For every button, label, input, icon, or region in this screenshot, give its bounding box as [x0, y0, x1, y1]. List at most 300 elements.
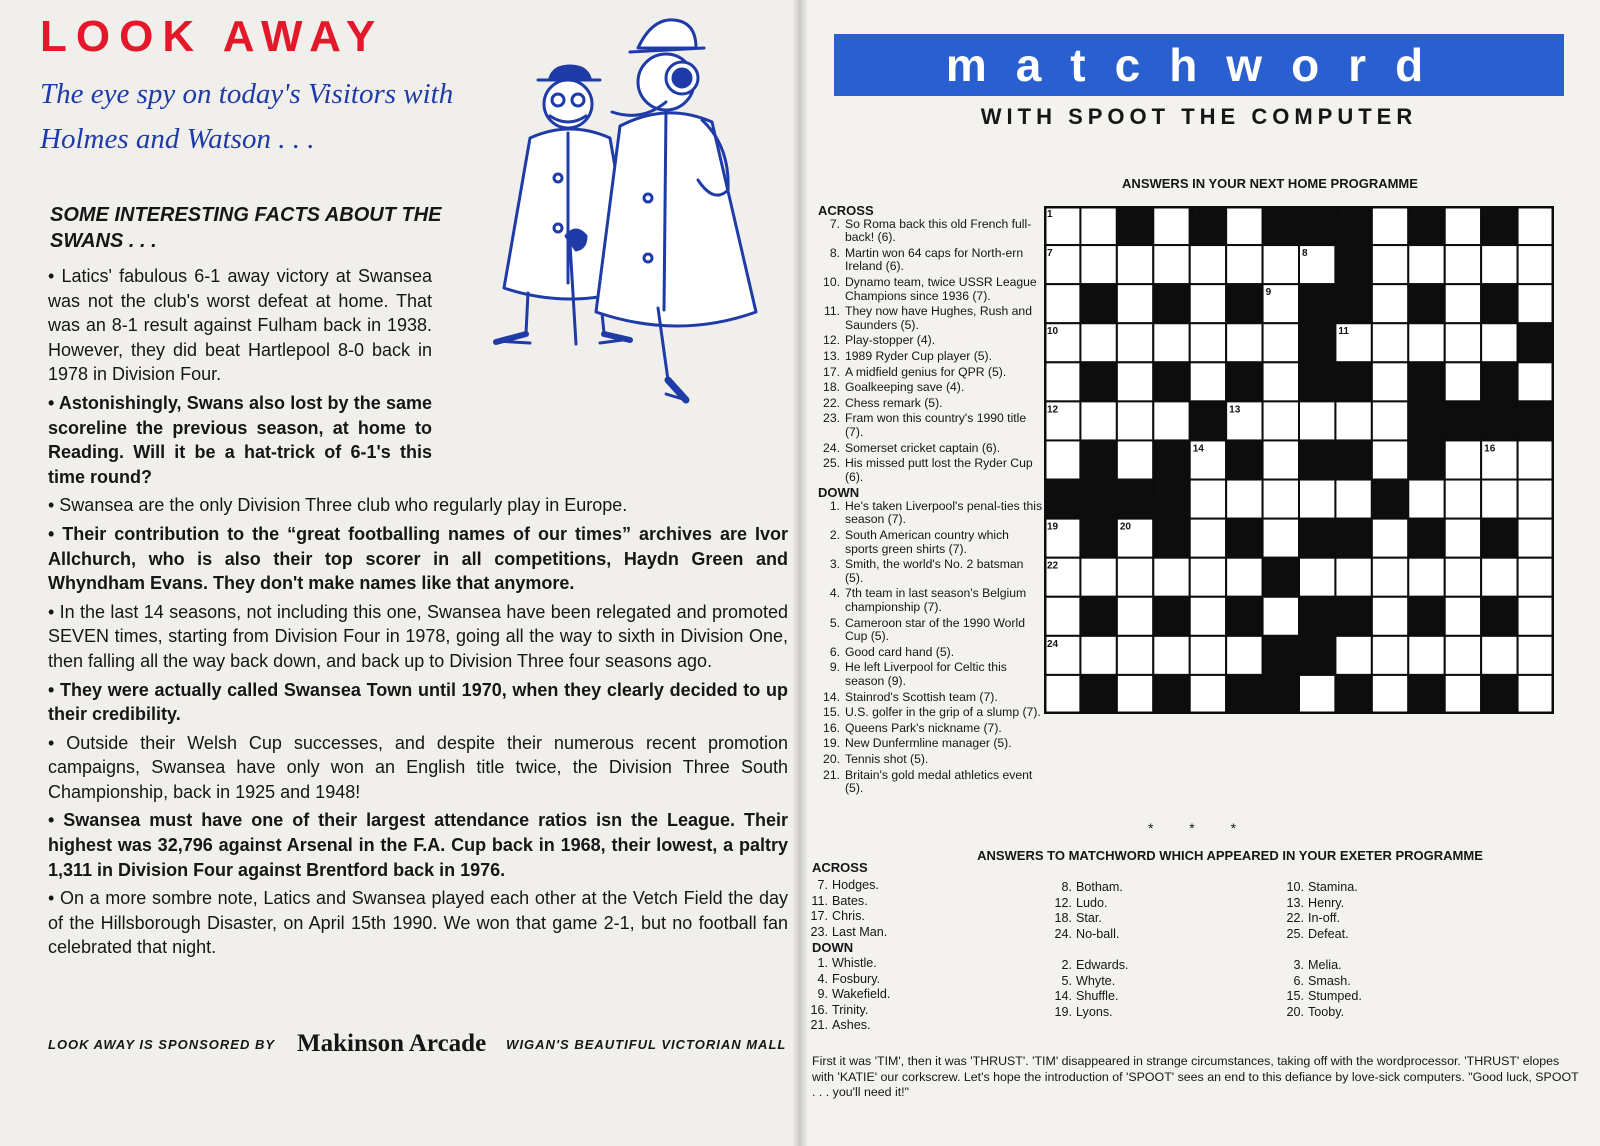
grid-answer-cell[interactable] — [1226, 480, 1262, 519]
grid-cell-number: 9 — [1265, 287, 1272, 299]
grid-answer-cell[interactable] — [1117, 558, 1153, 597]
clue-list — [818, 204, 1044, 798]
grid-answer-cell[interactable] — [1372, 519, 1408, 558]
grid-answer-cell[interactable] — [1445, 636, 1481, 675]
grid-block-cell — [1226, 362, 1262, 401]
grid-answer-cell[interactable] — [1518, 206, 1554, 245]
grid-cell-number: 12 — [1047, 404, 1059, 416]
grid-block-cell — [1080, 597, 1116, 636]
grid-cell-number: 24 — [1047, 638, 1059, 650]
grid-block-cell — [1335, 440, 1371, 479]
clue-number: 13. — [823, 348, 840, 363]
down-clue — [818, 558, 1044, 585]
grid-answer-cell[interactable] — [1044, 675, 1080, 714]
grid-answer-cell[interactable] — [1190, 558, 1226, 597]
answer-number: 16. — [810, 1002, 828, 1017]
answer-number: 11. — [811, 893, 828, 908]
answer-text: Star. — [1076, 911, 1102, 926]
grid-answer-cell[interactable] — [1372, 675, 1408, 714]
clue-text: U.S. golfer in the grip of a slump (7). — [845, 705, 1041, 720]
grid-block-cell — [1153, 362, 1189, 401]
previous-answers-title: ANSWERS TO MATCHWORD WHICH APPEARED IN YOUR EXETER PROGRAMME — [977, 848, 1483, 863]
grid-answer-cell[interactable] — [1445, 558, 1481, 597]
grid-answer-cell[interactable] — [1335, 636, 1371, 675]
grid-answer-cell[interactable] — [1372, 401, 1408, 440]
fact-paragraph: • Latics' fabulous 6-1 away victory at Swansea was not the club's worst defeat at home. That was an 8-1 result against Fulham back in 1938. However, they did beat Hartlepool 8-0 back in 1978 in Division Four. — [48, 266, 432, 385]
grid-block-cell — [1335, 284, 1371, 323]
grid-answer-cell[interactable] — [1263, 440, 1299, 479]
grid-block-cell — [1481, 519, 1517, 558]
grid-answer-cell[interactable] — [1299, 480, 1335, 519]
clue-number: 23. — [823, 411, 840, 426]
clue-text: Goalkeeping save (4). — [845, 380, 965, 395]
right-page — [800, 0, 1600, 1146]
grid-answer-cell[interactable] — [1481, 636, 1517, 675]
grid-answer-cell[interactable] — [1190, 519, 1226, 558]
across-clue — [818, 442, 1044, 456]
grid-answer-cell[interactable] — [1080, 636, 1116, 675]
answer-item — [804, 972, 1004, 988]
answer-number: 25. — [1286, 926, 1304, 941]
clue-text: He's taken Liverpool's penal-ties this season (7). — [845, 498, 1043, 527]
grid-answer-cell[interactable] — [1080, 558, 1116, 597]
grid-answer-cell[interactable] — [1190, 675, 1226, 714]
grid-answer-cell[interactable] — [1518, 558, 1554, 597]
answer-item — [804, 956, 1004, 972]
grid-answer-cell[interactable] — [1117, 284, 1153, 323]
grid-block-cell — [1408, 519, 1444, 558]
answer-number: 17. — [810, 909, 828, 924]
grid-answer-cell[interactable] — [1372, 245, 1408, 284]
grid-answer-cell[interactable] — [1117, 323, 1153, 362]
grid-answer-cell[interactable] — [1518, 597, 1554, 636]
grid-answer-cell[interactable] — [1263, 480, 1299, 519]
answer-item — [1048, 911, 1248, 927]
grid-answer-cell[interactable] — [1117, 245, 1153, 284]
answer-number: 22. — [1286, 911, 1304, 926]
grid-answer-cell[interactable] — [1263, 323, 1299, 362]
answer-item — [804, 987, 1004, 1003]
grid-block-cell — [1263, 675, 1299, 714]
clue-number: 17. — [823, 364, 840, 379]
grid-answer-cell[interactable] — [1372, 323, 1408, 362]
grid-cell-number: 10 — [1047, 326, 1059, 338]
grid-answer-cell[interactable] — [1408, 323, 1444, 362]
crossword-grid — [1044, 206, 1554, 714]
grid-cell-number: 7 — [1047, 248, 1053, 260]
grid-cell-number: 22 — [1047, 560, 1059, 572]
grid-answer-cell[interactable] — [1190, 480, 1226, 519]
grid-cell-number: 20 — [1119, 521, 1131, 533]
grid-answer-cell[interactable] — [1190, 284, 1226, 323]
across-heading: ACROSS — [818, 203, 874, 218]
grid-answer-cell[interactable] — [1263, 362, 1299, 401]
grid-answer-cell[interactable] — [1190, 245, 1226, 284]
grid-block-cell — [1299, 362, 1335, 401]
grid-block-cell — [1299, 323, 1335, 362]
grid-answer-cell[interactable] — [1445, 440, 1481, 479]
grid-block-cell — [1299, 206, 1335, 245]
grid-answer-cell[interactable] — [1190, 636, 1226, 675]
answer-number: 10. — [1286, 880, 1304, 894]
grid-answer-cell[interactable] — [1153, 401, 1189, 440]
down-clue — [818, 769, 1044, 796]
facts-heading: SOME INTERESTING FACTS ABOUT THE SWANS . . . — [50, 204, 442, 252]
down-clue — [818, 646, 1044, 660]
grid-answer-cell[interactable] — [1117, 440, 1153, 479]
answer-number: 2. — [1061, 958, 1072, 972]
grid-cell-number: 21 — [1338, 521, 1350, 533]
grid-block-cell — [1299, 519, 1335, 558]
answer-text: Botham. — [1076, 880, 1123, 894]
grid-answer-cell[interactable] — [1263, 519, 1299, 558]
grid-answer-cell[interactable] — [1445, 480, 1481, 519]
grid-answer-cell[interactable] — [1518, 675, 1554, 714]
grid-answer-cell[interactable] — [1372, 558, 1408, 597]
grid-answer-cell[interactable] — [1372, 206, 1408, 245]
clue-number: 11. — [823, 304, 840, 319]
fact-paragraph: • On a more sombre note, Latics and Swansea played each other at the Vetch Field the day of the Hillsborough Disaster, on April 15th 1990. We won that game 2-1, but no football fan celebrated that night. — [48, 888, 788, 958]
clue-text: Somerset cricket captain (6). — [845, 440, 1001, 455]
answer-text: No-ball. — [1076, 926, 1120, 941]
grid-block-cell — [1080, 675, 1116, 714]
grid-cell-number: 6 — [1484, 209, 1490, 220]
down-clue — [818, 529, 1044, 556]
prev-across-heading: ACROSS — [812, 860, 868, 875]
clue-number: 20. — [823, 751, 840, 766]
sponsor-line — [48, 1030, 788, 1058]
answer-text: Last Man. — [832, 924, 888, 939]
prev-down-col-3 — [1280, 958, 1480, 1020]
clue-number: 24. — [823, 440, 840, 455]
grid-block-cell — [1226, 440, 1262, 479]
answer-number: 1. — [817, 956, 828, 970]
clue-text: Queens Park's nickname (7). — [845, 720, 1002, 735]
grid-answer-cell[interactable] — [1445, 597, 1481, 636]
grid-block-cell — [1117, 480, 1153, 519]
grid-answer-cell[interactable] — [1481, 558, 1517, 597]
across-clue — [818, 247, 1044, 274]
fact-paragraph: • Outside their Welsh Cup successes, and despite their numerous recent promotion campaigns, Swansea have only won an English title twice, the Division Three South Championship, back in 1925 and 1948! — [48, 732, 788, 802]
answer-text: Shuffle. — [1076, 989, 1119, 1004]
clue-text: Fram won this country's 1990 title (7). — [845, 411, 1027, 439]
grid-block-cell — [1080, 480, 1116, 519]
fact-paragraph: • They were actually called Swansea Town until 1970, when they clearly decided to up their credibility. — [48, 679, 788, 725]
answer-text: Whyte. — [1076, 973, 1116, 988]
answer-item — [1048, 974, 1248, 990]
clue-number: 19. — [823, 736, 840, 751]
grid-answer-cell[interactable] — [1445, 362, 1481, 401]
grid-answer-cell[interactable] — [1518, 636, 1554, 675]
grid-answer-cell[interactable] — [1044, 284, 1080, 323]
across-clue — [818, 334, 1044, 348]
answer-item — [804, 894, 1004, 910]
grid-cell-number: 3 — [1192, 209, 1199, 220]
answer-item — [1280, 989, 1480, 1005]
answer-text: Fosbury. — [832, 971, 881, 986]
grid-answer-cell[interactable] — [1153, 323, 1189, 362]
grid-answer-cell[interactable] — [1372, 362, 1408, 401]
grid-answer-cell[interactable] — [1117, 675, 1153, 714]
grid-block-cell — [1408, 284, 1444, 323]
grid-answer-cell[interactable] — [1299, 401, 1335, 440]
grid-answer-cell[interactable] — [1044, 362, 1080, 401]
clue-text: New Dunfermline manager (5). — [845, 736, 1012, 751]
facts-list — [48, 264, 788, 964]
grid-block-cell — [1335, 597, 1371, 636]
fact-paragraph: • Their contribution to the “great footballing names of our times” archives are Ivor Allchurch, who is also their top scorer in all competitions, Haydn Green and Whyndham Evans. They don't make names like that anymore. — [48, 523, 788, 594]
grid-block-cell — [1226, 675, 1262, 714]
answer-item — [804, 925, 1004, 941]
grid-answer-cell[interactable] — [1518, 362, 1554, 401]
clue-text: 7th team in last season's Belgium championship (7). — [845, 586, 1027, 615]
grid-answer-cell[interactable] — [1445, 284, 1481, 323]
across-clue — [818, 276, 1044, 303]
grid-block-cell — [1153, 675, 1189, 714]
answer-number: 24. — [1054, 926, 1072, 941]
prev-down-col-2 — [1048, 958, 1248, 1020]
grid-answer-cell[interactable] — [1080, 245, 1116, 284]
grid-answer-cell[interactable] — [1445, 323, 1481, 362]
down-clue — [818, 753, 1044, 767]
grid-answer-cell[interactable] — [1445, 206, 1481, 245]
grid-answer-cell[interactable] — [1518, 440, 1554, 479]
grid-cell-number: 11 — [1338, 326, 1350, 338]
grid-answer-cell[interactable] — [1299, 675, 1335, 714]
answer-text: Ludo. — [1076, 895, 1108, 910]
clue-number: 15. — [823, 705, 840, 720]
grid-block-cell — [1080, 440, 1116, 479]
grid-answer-cell[interactable] — [1335, 558, 1371, 597]
prev-down-heading: DOWN — [812, 940, 854, 955]
answer-text: Lyons. — [1076, 1004, 1113, 1019]
grid-answer-cell[interactable] — [1117, 597, 1153, 636]
grid-answer-cell[interactable] — [1372, 284, 1408, 323]
grid-answer-cell[interactable] — [1335, 480, 1371, 519]
grid-block-cell — [1335, 245, 1371, 284]
grid-answer-cell[interactable] — [1153, 245, 1189, 284]
down-clues — [818, 500, 1044, 796]
grid-answer-cell[interactable] — [1080, 206, 1116, 245]
grid-block-cell — [1481, 597, 1517, 636]
grid-block-cell — [1263, 206, 1299, 245]
answer-number: 21. — [810, 1018, 828, 1033]
answer-item — [1048, 896, 1248, 912]
grid-block-cell — [1518, 323, 1554, 362]
across-clue — [818, 305, 1044, 332]
across-clue — [818, 397, 1044, 411]
answer-item — [1280, 1005, 1480, 1021]
grid-block-cell — [1445, 401, 1481, 440]
grid-cell-number: 17 — [1156, 482, 1168, 494]
answer-text: Ashes. — [832, 1018, 871, 1033]
clue-number: 8. — [829, 245, 840, 260]
page-gutter — [792, 0, 808, 1146]
grid-block-cell — [1263, 636, 1299, 675]
grid-answer-cell[interactable] — [1263, 401, 1299, 440]
grid-answer-cell[interactable] — [1153, 558, 1189, 597]
grid-block-cell — [1153, 597, 1189, 636]
answer-text: Melia. — [1308, 958, 1342, 972]
answer-number: 13. — [1286, 895, 1304, 910]
grid-block-cell — [1481, 675, 1517, 714]
grid-answer-cell[interactable] — [1190, 323, 1226, 362]
grid-answer-cell[interactable] — [1481, 323, 1517, 362]
grid-answer-cell[interactable] — [1408, 480, 1444, 519]
across-clue — [818, 366, 1044, 380]
grid-answer-cell[interactable] — [1226, 558, 1262, 597]
grid-block-cell — [1481, 401, 1517, 440]
grid-answer-cell[interactable] — [1117, 636, 1153, 675]
grid-answer-cell[interactable] — [1445, 519, 1481, 558]
clue-text: Tennis shot (5). — [845, 751, 929, 766]
clue-number: 1. — [829, 498, 840, 513]
grid-answer-cell[interactable] — [1226, 323, 1262, 362]
grid-answer-cell[interactable] — [1408, 245, 1444, 284]
clue-number: 22. — [823, 395, 840, 410]
answer-item — [804, 1018, 1004, 1034]
clue-number: 5. — [829, 615, 840, 630]
grid-answer-cell[interactable] — [1226, 245, 1262, 284]
answer-number: 8. — [1061, 880, 1072, 894]
answer-item — [1280, 880, 1480, 896]
clue-text: Cameroon star of the 1990 World Cup (5). — [845, 615, 1025, 644]
grid-cell-number: 8 — [1302, 248, 1308, 260]
sponsor-logo: Makinson Arcade — [297, 1030, 487, 1057]
clue-number: 7. — [829, 216, 840, 231]
answer-item — [1048, 880, 1248, 896]
across-clue — [818, 350, 1044, 364]
grid-answer-cell[interactable] — [1372, 597, 1408, 636]
answer-item — [804, 909, 1004, 925]
grid-answer-cell[interactable] — [1044, 440, 1080, 479]
grid-cell-number: 23 — [1265, 560, 1277, 572]
answer-number: 18. — [1054, 911, 1072, 926]
clue-number: 9. — [829, 660, 840, 675]
answer-text: Smash. — [1308, 973, 1351, 988]
grid-answer-cell[interactable] — [1518, 519, 1554, 558]
answer-item — [1048, 927, 1248, 943]
clue-number: 12. — [823, 333, 840, 348]
clue-number: 6. — [829, 644, 840, 659]
grid-cell-number: 19 — [1047, 521, 1059, 533]
answer-number: 14. — [1054, 989, 1072, 1004]
grid-cell-number: 18 — [1374, 482, 1386, 494]
look-away-title: LOOK AWAY — [40, 12, 385, 61]
grid-cell-number: 4 — [1338, 209, 1344, 220]
answer-text: Chris. — [832, 909, 865, 924]
down-clue — [818, 617, 1044, 644]
grid-block-cell — [1190, 401, 1226, 440]
grid-block-cell — [1481, 362, 1517, 401]
answer-item — [1280, 974, 1480, 990]
grid-answer-cell[interactable] — [1335, 401, 1371, 440]
clue-text: Martin won 64 caps for North-ern Ireland (6). — [845, 245, 1024, 274]
grid-answer-cell[interactable] — [1518, 284, 1554, 323]
grid-answer-cell[interactable] — [1299, 558, 1335, 597]
grid-answer-cell[interactable] — [1190, 597, 1226, 636]
grid-block-cell — [1481, 284, 1517, 323]
separator-stars: * * * — [1147, 820, 1253, 836]
grid-answer-cell[interactable] — [1372, 636, 1408, 675]
across-clue — [818, 457, 1044, 484]
down-clue — [818, 706, 1044, 720]
clue-number: 2. — [829, 528, 840, 543]
answers-next-note: ANSWERS IN YOUR NEXT HOME PROGRAMME — [1122, 176, 1418, 191]
prev-across-col-1 — [804, 878, 1004, 940]
grid-answer-cell[interactable] — [1408, 636, 1444, 675]
grid-answer-cell[interactable] — [1226, 206, 1262, 245]
prev-down-col-1 — [804, 956, 1004, 1034]
clue-text: Smith, the world's No. 2 batsman (5). — [845, 557, 1024, 585]
clue-text: He left Liverpool for Celtic this season (9). — [845, 660, 1007, 688]
grid-block-cell — [1153, 519, 1189, 558]
answer-number: 4. — [817, 971, 828, 986]
matchword-subtitle: WITH SPOOT THE COMPUTER — [980, 104, 1418, 129]
across-clues — [818, 218, 1044, 485]
grid-answer-cell[interactable] — [1117, 401, 1153, 440]
grid-cell-number: 5 — [1411, 209, 1417, 220]
answer-number: 7. — [817, 878, 828, 892]
grid-answer-cell[interactable] — [1372, 440, 1408, 479]
grid-answer-cell[interactable] — [1190, 362, 1226, 401]
down-clue — [818, 500, 1044, 527]
clue-number: 25. — [823, 456, 840, 471]
grid-answer-cell[interactable] — [1263, 245, 1299, 284]
grid-answer-cell[interactable] — [1481, 480, 1517, 519]
grid-answer-cell[interactable] — [1481, 245, 1517, 284]
fact-paragraph: • Swansea must have one of their largest attendance ratios isn the League. Their highest was 32,796 against Arsenal in the F.A. Cup back in 1968, their lowest, a paltry 1,311 in Division Four against Brentford back in 1976. — [48, 810, 788, 880]
grid-answer-cell[interactable] — [1518, 245, 1554, 284]
grid-answer-cell[interactable] — [1080, 323, 1116, 362]
answer-number: 15. — [1286, 989, 1304, 1004]
grid-answer-cell[interactable] — [1408, 558, 1444, 597]
clue-text: Good card hand (5). — [845, 644, 955, 659]
answer-text: Defeat. — [1308, 926, 1349, 941]
grid-answer-cell[interactable] — [1445, 245, 1481, 284]
grid-answer-cell[interactable] — [1153, 636, 1189, 675]
clue-text: Play-stopper (4). — [845, 333, 936, 348]
grid-answer-cell[interactable] — [1153, 206, 1189, 245]
answer-item — [1280, 958, 1480, 974]
clue-text: 1989 Ryder Cup player (5). — [845, 348, 992, 363]
matchword-banner: matchword — [834, 34, 1564, 96]
down-clue — [818, 661, 1044, 688]
grid-answer-cell[interactable] — [1226, 636, 1262, 675]
grid-block-cell — [1226, 284, 1262, 323]
grid-answer-cell[interactable] — [1518, 480, 1554, 519]
grid-block-cell — [1299, 284, 1335, 323]
grid-block-cell — [1408, 401, 1444, 440]
answer-text: Stumped. — [1308, 989, 1362, 1004]
clue-text: Chess remark (5). — [845, 395, 943, 410]
across-clue — [818, 412, 1044, 439]
spoot-footnote: First it was 'TIM', then it was 'THRUST'. 'TIM' disappeared in strange circumstances, taking off with the wordprocessor. 'THRUST' elopes with 'KATIE' our corkscrew. Let's hope the introduction of 'SPOOT' sees an end to this defiance by love-sick computers. "Good luck, SPOOT . . . you'll need it!" — [812, 1054, 1579, 1100]
grid-answer-cell[interactable] — [1263, 597, 1299, 636]
grid-answer-cell[interactable] — [1117, 362, 1153, 401]
clue-text: Dynamo team, twice USSR League Champions since 1936 (7). — [845, 274, 1037, 303]
grid-answer-cell[interactable] — [1080, 401, 1116, 440]
clue-text: His missed putt lost the Ryder Cup (6). — [845, 456, 1033, 484]
answer-item — [804, 878, 1004, 894]
clue-number: 14. — [823, 689, 840, 704]
answer-number: 5. — [1061, 973, 1072, 988]
grid-answer-cell[interactable] — [1445, 675, 1481, 714]
grid-block-cell — [1299, 440, 1335, 479]
grid-answer-cell[interactable] — [1044, 597, 1080, 636]
clue-text: A midfield genius for QPR (5). — [845, 364, 1007, 379]
answer-number: 3. — [1293, 958, 1304, 972]
